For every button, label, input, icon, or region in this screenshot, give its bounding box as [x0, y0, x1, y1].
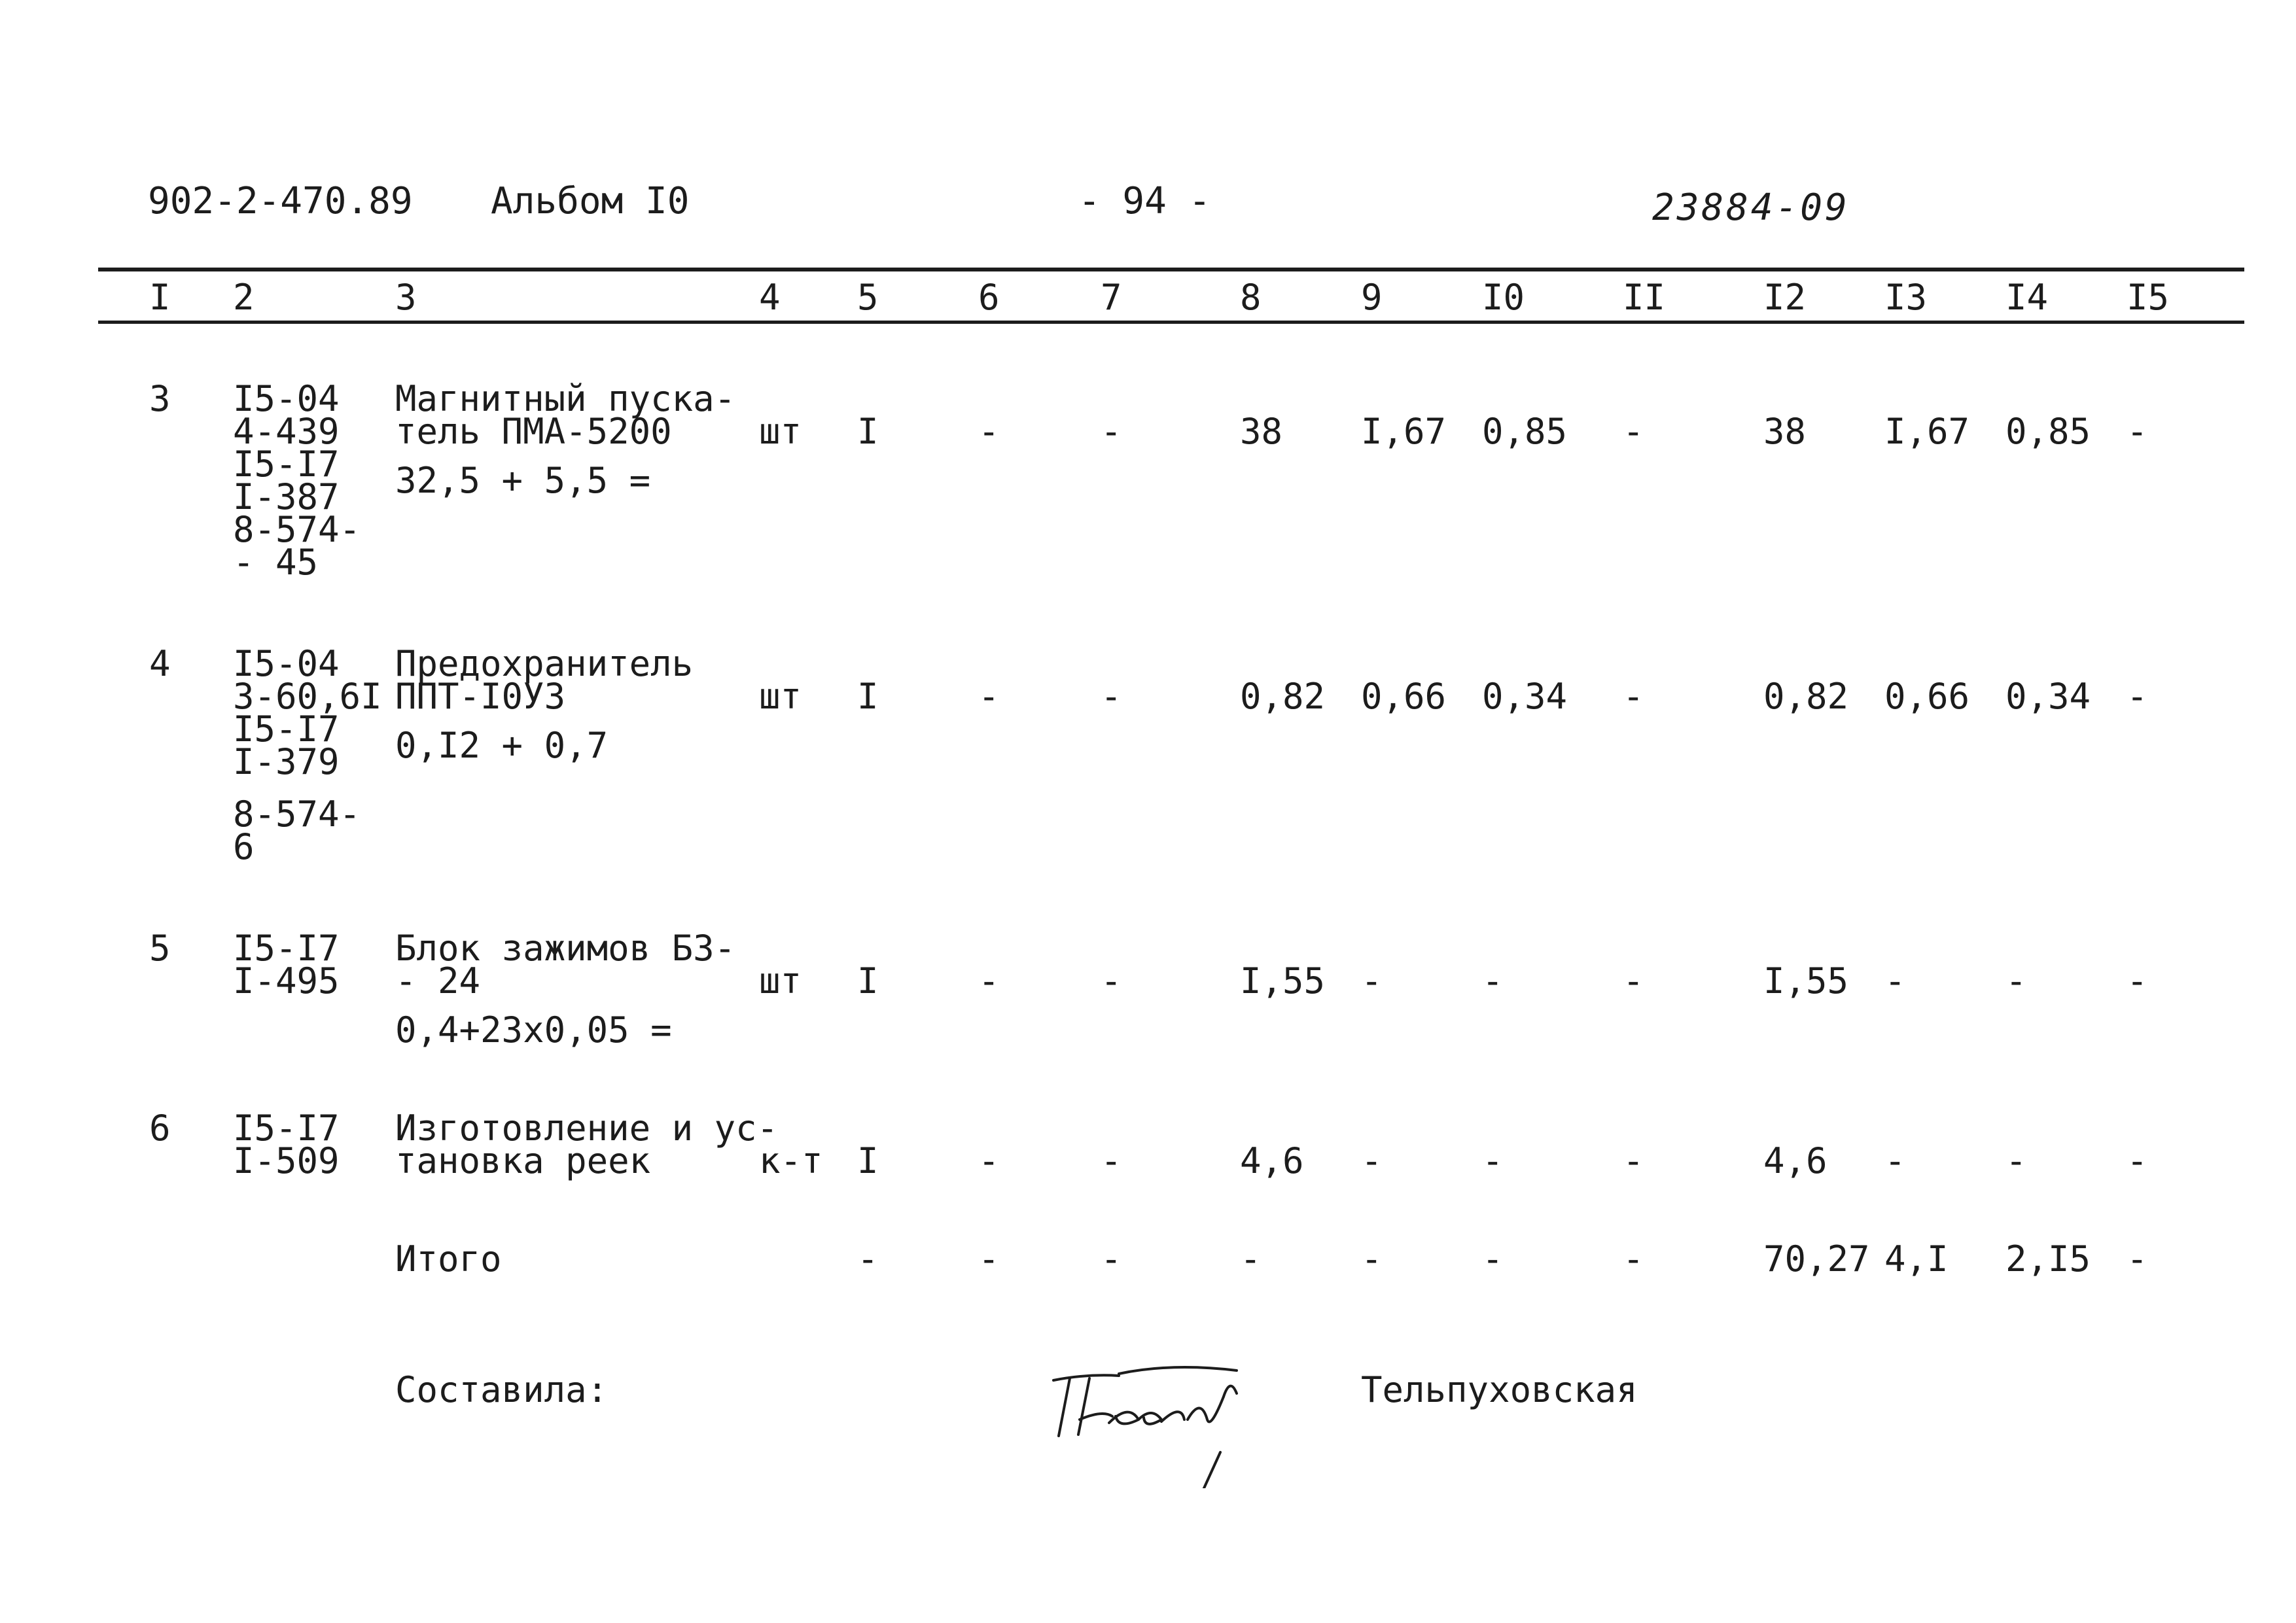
unit: шт [759, 960, 802, 1002]
item-name: ППТ-I0УЗ [395, 676, 566, 717]
cell: 0,34 [2005, 676, 2091, 717]
cell: - [1884, 960, 1906, 1002]
table-top-rule [98, 268, 2244, 271]
cell: I,55 [1240, 960, 1326, 1002]
cell: - [1623, 1140, 1644, 1181]
cell: - [978, 411, 1000, 452]
column-number: 8 [1240, 277, 1262, 318]
cell: 70,27 [1763, 1238, 1870, 1280]
table-header-rule [98, 321, 2244, 324]
cell: 0,66 [1361, 676, 1447, 717]
cell: I,67 [1361, 411, 1447, 452]
cell: - [2127, 960, 2148, 1002]
compiled-by-label: Составила: [395, 1369, 609, 1410]
norm-code: 6 [233, 826, 255, 867]
quantity: I [857, 411, 879, 452]
item-name: Изготовление и ус- [395, 1108, 779, 1149]
item-name: Предохранитель [395, 643, 694, 684]
cell: - [2127, 1140, 2148, 1181]
cell: - [2127, 1238, 2148, 1280]
cell: - [1361, 960, 1383, 1002]
cell: 0,34 [1482, 676, 1568, 717]
unit: шт [759, 411, 802, 452]
cell: - [1482, 1140, 1504, 1181]
item-calculation: 32,5 + 5,5 = [395, 460, 651, 501]
column-number: I0 [1482, 277, 1525, 318]
cell: - [1623, 411, 1644, 452]
cell: - [1361, 1140, 1383, 1181]
cell: - [978, 1140, 1000, 1181]
document-number: 902-2-470.89 [148, 180, 413, 222]
cell: 0,82 [1240, 676, 1326, 717]
cell: - [1101, 676, 1122, 717]
item-name: Магнитный пуска- [395, 378, 736, 419]
cell: I,67 [1884, 411, 1970, 452]
unit: шт [759, 676, 802, 717]
column-number: I2 [1763, 277, 1807, 318]
total-label: Итого [395, 1238, 502, 1280]
row-number: 6 [149, 1108, 171, 1149]
row-number: 4 [149, 643, 171, 684]
cell: - [1884, 1140, 1906, 1181]
item-name: тель ПМА-5200 [395, 411, 672, 452]
norm-code: I5-I7 [233, 444, 340, 485]
column-number: 4 [759, 277, 781, 318]
norm-code: 8-574- [233, 509, 361, 550]
album-label: Альбом I0 [491, 180, 690, 222]
cell: 38 [1763, 411, 1807, 452]
norm-code: I5-I7 [233, 708, 340, 750]
cell: 0,66 [1884, 676, 1970, 717]
cell: - [1623, 676, 1644, 717]
cell: - [2005, 1140, 2027, 1181]
item-name: - 24 [395, 960, 481, 1002]
column-number: I3 [1884, 277, 1928, 318]
norm-code: I5-04 [233, 643, 340, 684]
cell: 4,6 [1240, 1140, 1304, 1181]
cell: 4,I [1884, 1238, 1949, 1280]
cell: - [1240, 1238, 1262, 1280]
cell: 0,85 [1482, 411, 1568, 452]
norm-code: I-379 [233, 741, 340, 782]
column-number: 7 [1101, 277, 1122, 318]
cell: - [857, 1238, 879, 1280]
row-number: 3 [149, 378, 171, 419]
norm-code: 8-574- [233, 794, 361, 835]
norm-code: I-495 [233, 960, 340, 1002]
cell: - [1482, 1238, 1504, 1280]
page-number: - 94 - [1078, 180, 1211, 222]
cell: - [1101, 1140, 1122, 1181]
norm-code: - 45 [233, 542, 319, 583]
column-number: I5 [2127, 277, 2170, 318]
cell: - [2127, 411, 2148, 452]
quantity: I [857, 676, 879, 717]
norm-code: 4-439 [233, 411, 340, 452]
item-calculation: 0,I2 + 0,7 [395, 725, 609, 766]
cell: - [1623, 960, 1644, 1002]
cell: - [1101, 411, 1122, 452]
cell: 38 [1240, 411, 1283, 452]
row-number: 5 [149, 928, 171, 969]
quantity: I [857, 960, 879, 1002]
quantity: I [857, 1140, 879, 1181]
cell: I,55 [1763, 960, 1849, 1002]
handwritten-signature [1040, 1357, 1289, 1488]
cell: - [978, 676, 1000, 717]
cell: 4,6 [1763, 1140, 1828, 1181]
norm-code: I-387 [233, 476, 340, 517]
cell: - [2005, 960, 2027, 1002]
column-number: II [1623, 277, 1666, 318]
norm-code: I5-I7 [233, 928, 340, 969]
cell: - [2127, 676, 2148, 717]
column-number: 6 [978, 277, 1000, 318]
column-number: 3 [395, 277, 417, 318]
unit: к-т [759, 1140, 823, 1181]
cell: - [1623, 1238, 1644, 1280]
cell: - [1101, 960, 1122, 1002]
column-number: I [149, 277, 171, 318]
norm-code: 3-60,6I [233, 676, 382, 717]
cell: - [978, 960, 1000, 1002]
column-number: 5 [857, 277, 879, 318]
cell: 0,82 [1763, 676, 1849, 717]
cell: - [1361, 1238, 1383, 1280]
compiler-name: Тельпуховская [1361, 1369, 1638, 1410]
cell: - [1101, 1238, 1122, 1280]
cell: - [1482, 960, 1504, 1002]
cell: 0,85 [2005, 411, 2091, 452]
column-number: 2 [233, 277, 255, 318]
norm-code: I-509 [233, 1140, 340, 1181]
cell: - [978, 1238, 1000, 1280]
column-number: I4 [2005, 277, 2049, 318]
column-number: 9 [1361, 277, 1383, 318]
document-cipher: 23884-09 [1652, 186, 1850, 229]
item-name: тановка реек [395, 1140, 651, 1181]
item-calculation: 0,4+23х0,05 = [395, 1009, 672, 1051]
norm-code: I5-I7 [233, 1108, 340, 1149]
item-name: Блок зажимов БЗ- [395, 928, 736, 969]
cell: 2,I5 [2005, 1238, 2091, 1280]
norm-code: I5-04 [233, 378, 340, 419]
